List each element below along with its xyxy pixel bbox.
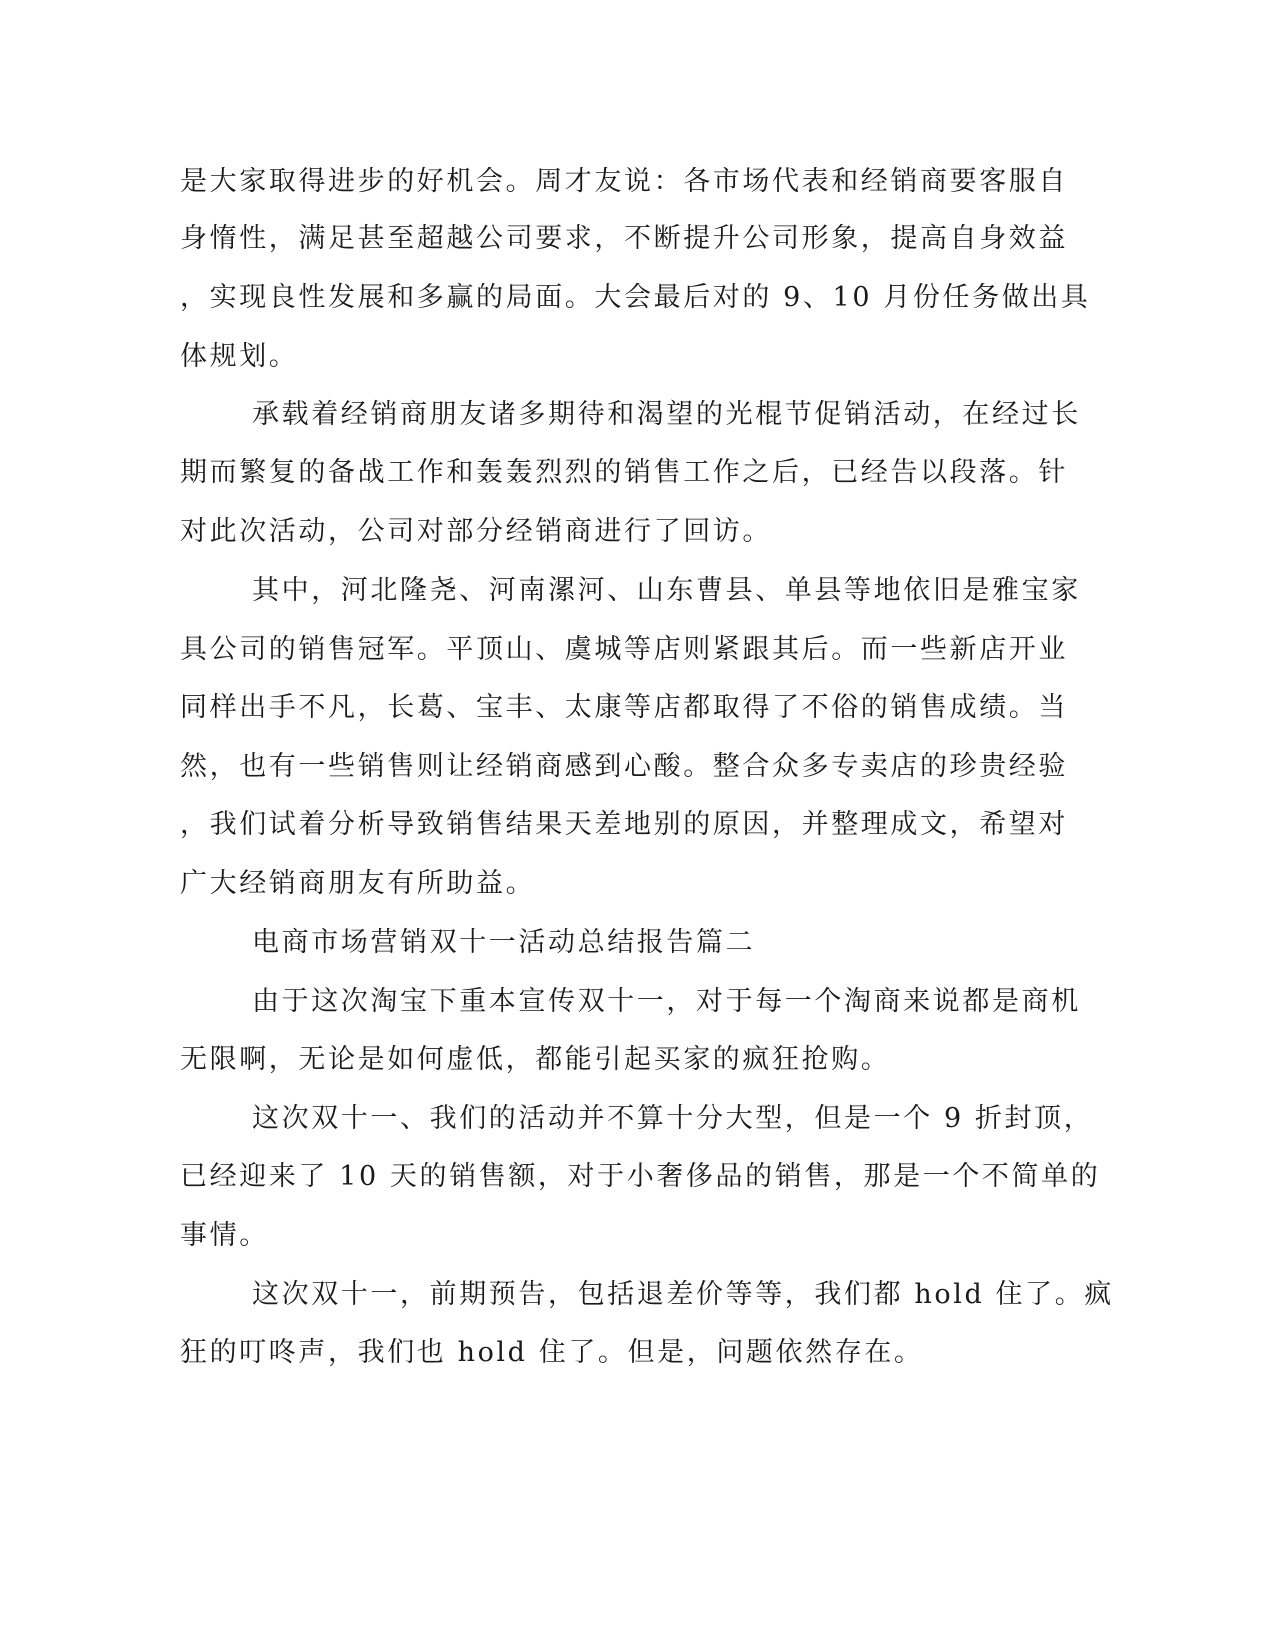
- text-line: 体规划。: [180, 341, 299, 372]
- text-line: 同样出手不凡，长葛、宝丰、太康等店都取得了不俗的销售成绩。当: [180, 692, 1068, 723]
- text-line: 广大经销商朋友有所助益。: [180, 868, 536, 899]
- text-line: 然，也有一些销售则让经销商感到心酸。整合众多专卖店的珍贵经验: [180, 751, 1068, 782]
- text-line: 狂的叮咚声，我们也 hold 住了。但是，问题依然存在。: [180, 1337, 924, 1368]
- paragraph-first-line: 其中，河北隆尧、河南漯河、山东曹县、单县等地依旧是雅宝家: [252, 575, 1081, 606]
- text-line: 已经迎来了 10 天的销售额，对于小奢侈品的销售，那是一个不简单的: [180, 1161, 1101, 1192]
- section-heading: 电商市场营销双十一活动总结报告篇二: [252, 927, 756, 958]
- text-line: 事情。: [180, 1220, 269, 1251]
- text-line: 期而繁复的备战工作和轰轰烈烈的销售工作之后，已经告以段落。针: [180, 457, 1068, 488]
- paragraph-first-line: 承载着经销商朋友诸多期待和渴望的光棍节促销活动，在经过长: [252, 399, 1081, 430]
- text-line: 对此次活动，公司对部分经销商进行了回访。: [180, 516, 772, 547]
- text-line: 无限啊，无论是如何虚低，都能引起买家的疯狂抢购。: [180, 1044, 891, 1075]
- text-line: ，实现良性发展和多赢的局面。大会最后对的 9、10 月份任务做出具: [180, 282, 1091, 313]
- paragraph-first-line: 由于这次淘宝下重本宣传双十一，对于每一个淘商来说都是商机: [252, 986, 1081, 1017]
- text-line: 身惰性，满足甚至超越公司要求，不断提升公司形象，提高自身效益: [180, 223, 1068, 254]
- paragraph-first-line: 这次双十一、我们的活动并不算十分大型，但是一个 9 折封顶，: [252, 1103, 1094, 1134]
- text-line: ，我们试着分析导致销售结果天差地别的原因，并整理成文，希望对: [180, 809, 1068, 840]
- paragraph-first-line: 这次双十一，前期预告，包括退差价等等，我们都 hold 住了。疯: [252, 1279, 1114, 1310]
- text-line: 具公司的销售冠军。平顶山、虞城等店则紧跟其后。而一些新店开业: [180, 634, 1068, 665]
- text-line: 是大家取得进步的好机会。周才友说：各市场代表和经销商要客服自: [180, 166, 1068, 197]
